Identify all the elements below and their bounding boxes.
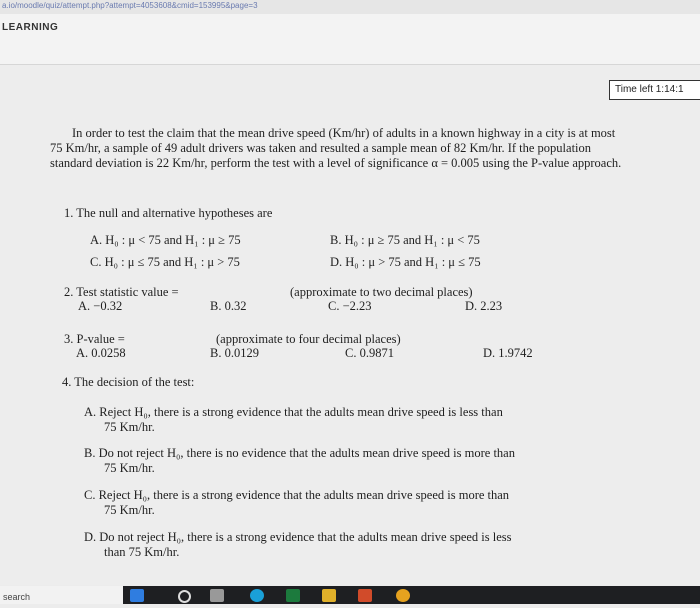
q4-option-c[interactable] [84,488,644,518]
q4-option-b-line2: 75 Km/hr. [104,461,155,475]
q2-option-c[interactable]: C. −2.23 [328,299,372,313]
q4-option-b[interactable] [84,446,644,476]
q1-option-c[interactable]: C. H₀ : μ ≤ 75 and H₁ : μ > 75 [90,255,240,269]
q4-option-d-line2: than 75 Km/hr. [104,545,180,559]
q4-option-a[interactable] [84,405,644,435]
question-1-title: 1. The null and alternative hypotheses are [64,206,273,220]
q2-option-a[interactable]: A. −0.32 [78,299,123,313]
question-3-title: 3. P-value = [64,332,125,346]
q4-option-d-line1: D. Do not reject H₀, there is a strong evidence that the adults mean drive speed is less [84,530,512,544]
q4-option-c-line1: C. Reject H₀, there is a strong evidence that the adults mean drive speed is more than [84,488,510,502]
question-2-note: (approximate to two decimal places) [290,285,473,299]
question-2-title: 2. Test statistic value = [64,285,179,299]
q3-option-c[interactable]: C. 0.9871 [345,346,394,360]
q3-option-b[interactable]: B. 0.0129 [210,346,259,360]
problem-statement [50,126,630,171]
q4-option-b-line1: B. Do not reject H₀, there is no evidence that the adults mean drive speed is more than [84,446,515,460]
q4-option-d[interactable] [84,530,644,560]
file-explorer-icon[interactable] [322,589,336,602]
q1-option-b[interactable]: B. H₀ : μ ≥ 75 and H₁ : μ < 75 [330,233,480,247]
site-header [0,14,700,65]
q3-option-d[interactable]: D. 1.9742 [483,346,533,360]
problem-text: In order to test the claim that the mean drive speed (Km/hr) of adults in a known highway in a city is at most 75 Km/hr, a sample of 49 adult drivers was taken and resulted a sample mean of 82 Km/hr. If the population standard deviation is 22 Km/hr, perform the test with a level of significance α = 0.005 using the P-value approach. [50,126,622,170]
q2-option-b[interactable]: B. 0.32 [210,299,247,313]
office-icon[interactable] [358,589,372,602]
taskbar-search[interactable]: search [0,586,123,604]
q2-option-d[interactable]: D. 2.23 [465,299,503,313]
search-circle-icon[interactable] [178,590,191,603]
q4-option-c-line2: 75 Km/hr. [104,503,155,517]
chrome-icon[interactable] [396,589,410,602]
q4-option-a-line2: 75 Km/hr. [104,420,155,434]
address-bar[interactable]: a.io/moodle/quiz/attempt.php?attempt=4053608&cmid=153995&page=3 [0,0,700,14]
time-left-timer: Time left 1:14:1 [609,80,700,100]
app-icon[interactable] [130,589,144,602]
excel-icon[interactable] [286,589,300,602]
brand-title: LEARNING [2,22,59,33]
q3-option-a[interactable]: A. 0.0258 [76,346,126,360]
question-4-title: 4. The decision of the test: [62,375,195,389]
q4-option-a-line1: A. Reject H₀, there is a strong evidence that the adults mean drive speed is less than [84,405,503,419]
edge-browser-icon[interactable] [250,589,264,602]
q1-option-d[interactable]: D. H₀ : μ > 75 and H₁ : μ ≤ 75 [330,255,481,269]
task-view-icon[interactable] [210,589,224,602]
q1-option-a[interactable]: A. H₀ : μ < 75 and H₁ : μ ≥ 75 [90,233,241,247]
question-3-note: (approximate to four decimal places) [216,332,401,346]
